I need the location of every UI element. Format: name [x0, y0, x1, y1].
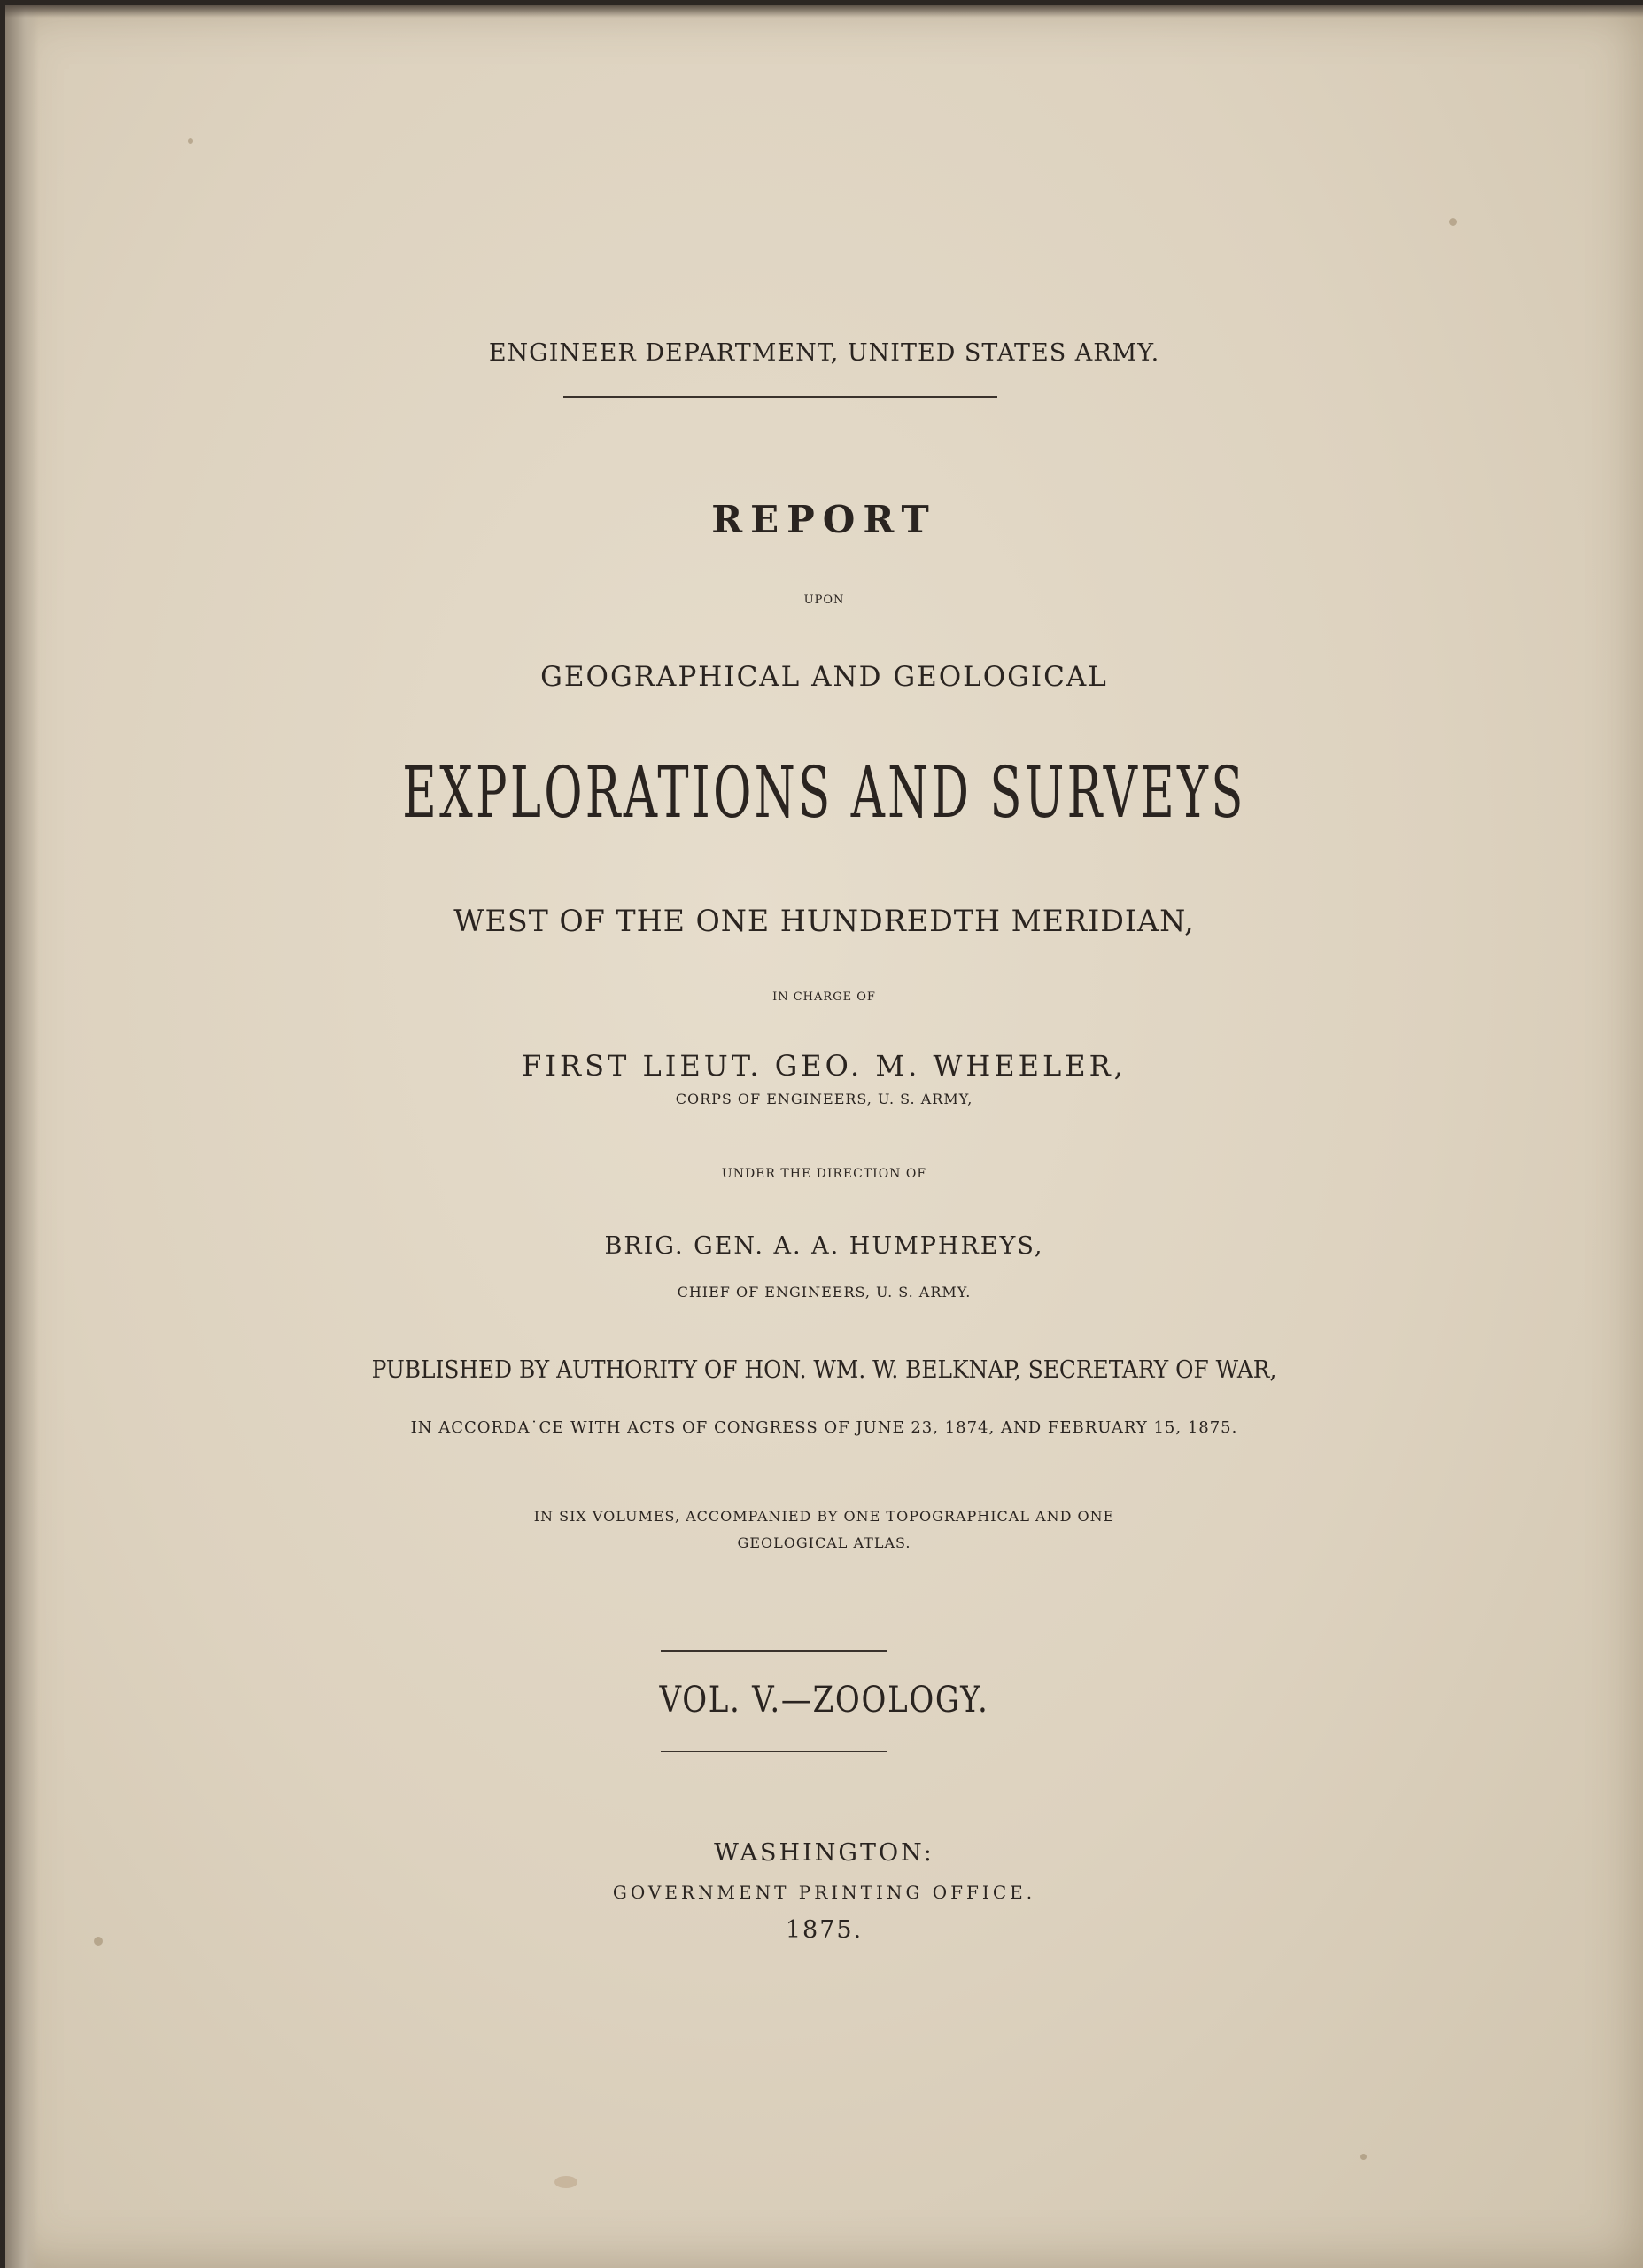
foxing-spot [554, 2176, 577, 2188]
foxing-spot [1360, 2154, 1367, 2160]
volume-rule-top [661, 1650, 887, 1652]
geo-subtitle: GEOGRAPHICAL AND GEOLOGICAL [540, 661, 1108, 693]
department-rule [563, 396, 997, 398]
imprint-year: 1875. [785, 1916, 864, 1944]
published-by-line: PUBLISHED BY AUTHORITY OF HON. WM. W. BELKNAP, SECRETARY OF WAR, [371, 1356, 1277, 1384]
director-title: CHIEF OF ENGINEERS, U. S. ARMY. [677, 1284, 972, 1301]
officer-corps: CORPS OF ENGINEERS, U. S. ARMY, [675, 1091, 973, 1107]
director-name: BRIG. GEN. A. A. HUMPHREYS, [604, 1232, 1044, 1260]
imprint-printer: GOVERNMENT PRINTING OFFICE. [612, 1882, 1036, 1903]
volumes-line-2: GEOLOGICAL ATLAS. [737, 1534, 911, 1551]
volume-heading: VOL. V.—ZOOLOGY. [659, 1680, 989, 1720]
foxing-spot [1449, 218, 1457, 226]
officer-name: FIRST LIEUT. GEO. M. WHEELER, [522, 1049, 1127, 1083]
main-title: EXPLORATIONS AND SURVEYS [402, 751, 1246, 834]
report-heading: REPORT [711, 498, 937, 541]
meridian-line: WEST OF THE ONE HUNDREDTH MERIDIAN, [453, 904, 1195, 939]
foxing-spot [188, 138, 193, 144]
in-charge-label: IN CHARGE OF [772, 990, 876, 1004]
imprint-city: WASHINGTON: [714, 1839, 934, 1867]
title-page [5, 5, 1643, 2268]
accordance-line: IN ACCORDA˙CE WITH ACTS OF CONGRESS OF JUNE 23, 1874, AND FEBRUARY 15, 1875. [410, 1418, 1238, 1437]
direction-label: UNDER THE DIRECTION OF [721, 1167, 927, 1181]
volume-rule-bottom [661, 1751, 887, 1752]
department-heading: ENGINEER DEPARTMENT, UNITED STATES ARMY. [488, 339, 1160, 367]
page-top-shadow [5, 5, 1643, 18]
volumes-line-1: IN SIX VOLUMES, ACCOMPANIED BY ONE TOPOGRAPHICAL AND ONE [533, 1508, 1115, 1525]
upon-label: UPON [803, 594, 845, 607]
